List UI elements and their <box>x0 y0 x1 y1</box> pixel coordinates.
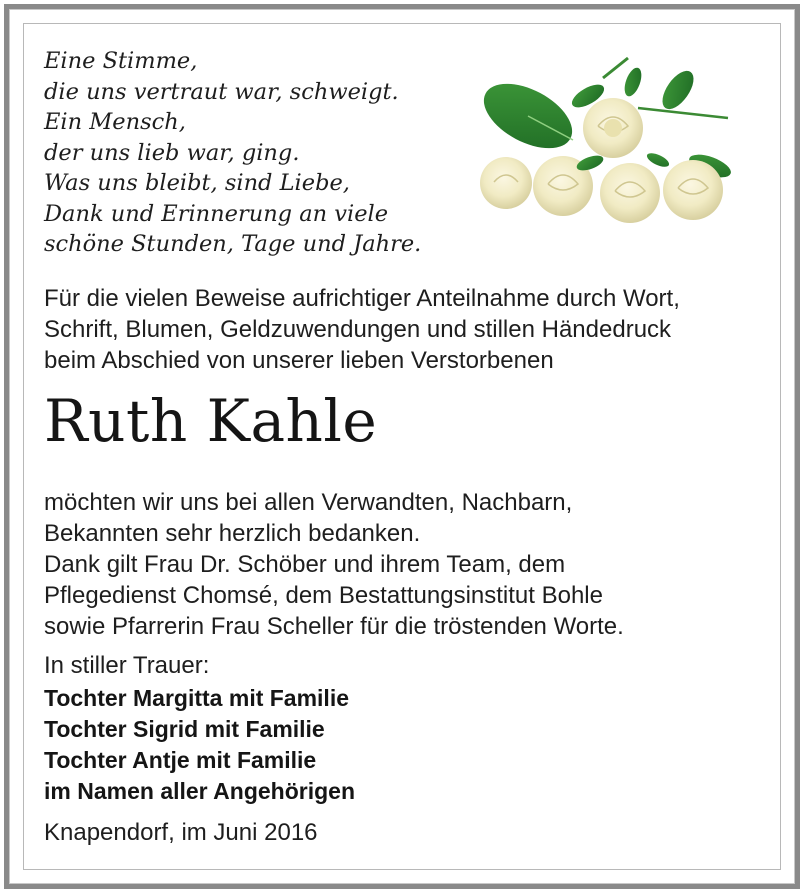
poem-line: Was uns bleibt, sind Liebe, <box>44 170 350 196</box>
thanks-line: Dank gilt Frau Dr. Schöber und ihrem Team, dem <box>44 551 566 578</box>
intro-line: beim Abschied von unserer lieben Verstorbenen <box>44 347 554 374</box>
thanks-line: Bekannten sehr herzlich bedanken. <box>44 520 421 547</box>
poem-line: die uns vertraut war, schweigt. <box>44 78 399 105</box>
mourner-name: Tochter Margitta mit Familie <box>44 685 350 711</box>
thanks-line: möchten wir uns bei allen Verwandten, Nachbarn, <box>44 489 573 516</box>
intro-text <box>44 283 680 376</box>
deceased-name: Ruth Kahle <box>44 387 378 455</box>
thanks-line: sowie Pfarrerin Frau Scheller für die tröstenden Worte. <box>44 613 624 640</box>
poem-line: schöne Stunden, Tage und Jahre. <box>44 231 422 257</box>
mourner-name: Tochter Sigrid mit Familie <box>44 716 325 742</box>
poem-line: Ein Mensch, <box>44 109 186 135</box>
mourners-list <box>44 683 355 807</box>
mourning-label: In stiller Trauer: <box>44 652 210 679</box>
thanks-line: Pflegedienst Chomsé, dem Bestattungsinstitut Bohle <box>44 582 603 609</box>
poem-line: der uns lieb war, ging. <box>44 139 300 166</box>
white-roses-illustration <box>478 48 758 238</box>
poem-line: Eine Stimme, <box>44 48 198 74</box>
intro-line: Schrift, Blumen, Geldzuwendungen und stillen Händedruck <box>44 316 672 343</box>
poem <box>44 46 421 260</box>
mourner-name: Tochter Antje mit Familie <box>44 747 317 773</box>
thanks-text <box>44 487 624 642</box>
intro-line: Für die vielen Beweise aufrichtiger Anteilnahme durch Wort, <box>44 285 680 312</box>
mourner-name: im Namen aller Angehörigen <box>44 778 355 804</box>
place-date: Knapendorf, im Juni 2016 <box>44 819 318 846</box>
poem-line: Dank und Erinnerung an viele <box>44 200 389 227</box>
